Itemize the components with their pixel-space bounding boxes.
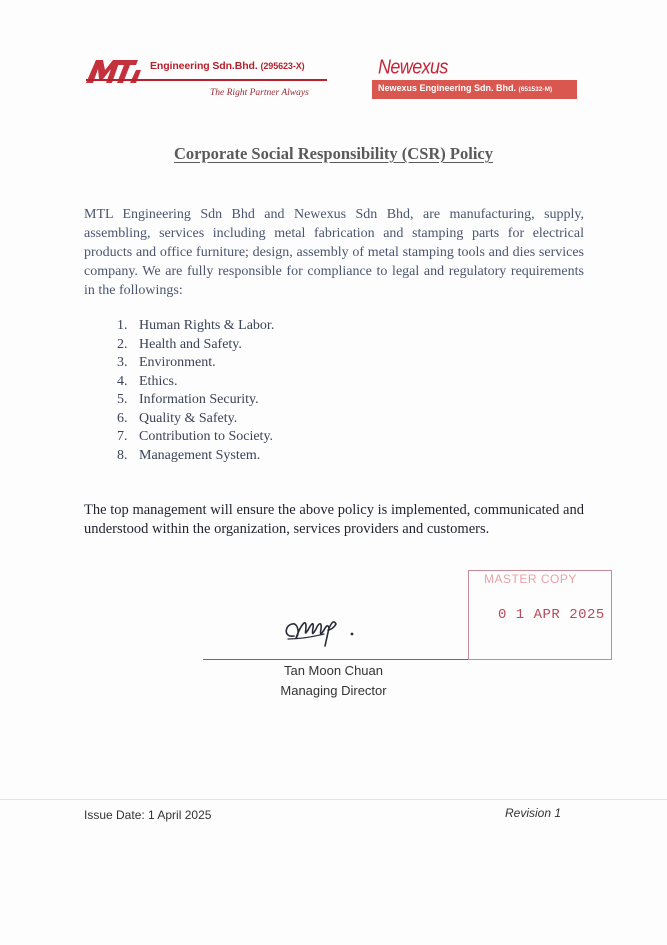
newexus-logo: Newexus xyxy=(378,55,448,78)
signature xyxy=(282,612,362,648)
list-item: 5. Information Security. xyxy=(117,392,259,407)
mtl-tagline: The Right Partner Always xyxy=(210,88,309,98)
list-item: 6. Quality & Safety. xyxy=(117,410,238,426)
mtl-company-name: Engineering Sdn.Bhd. (295623-X) xyxy=(150,60,305,72)
signer-title: Managing Director xyxy=(280,683,387,698)
closing-paragraph: The top management will ensure the above policy is implemented, communicated and understood within the organization, services providers and customers. xyxy=(84,502,584,537)
intro-paragraph: MTL Engineering Sdn Bhd and Newexus Sdn Bhd, are manufacturing, supply, assembling, services including metal fabrication and stamping parts for electrical products and office furniture; design, assembly of metal stamping tools and dies services company. We are fully responsible for compliance to legal and regulatory requirements in the followings: xyxy=(84,207,584,298)
list-item: 1. Human Rights & Labor. xyxy=(117,318,275,333)
revision-label: Revision 1 xyxy=(505,806,562,820)
stamp-label: MASTER COPY xyxy=(484,572,577,586)
list-item: 8. Management System. xyxy=(117,447,261,463)
list-item: 2. Health and Safety. xyxy=(117,336,242,352)
issue-date: Issue Date: 1 April 2025 xyxy=(84,808,212,822)
list-item: 7. Contribution to Society. xyxy=(117,429,274,444)
newexus-company-name: Newexus Engineering Sdn. Bhd. (651532-M) xyxy=(378,83,553,93)
signer-name: Tan Moon Chuan xyxy=(283,663,383,678)
mtl-logo xyxy=(86,56,148,86)
stamp-date: 0 1 APR 2025 xyxy=(498,607,605,623)
mtl-logo-underline xyxy=(86,79,327,81)
policy-list xyxy=(117,317,274,465)
signature-line xyxy=(203,659,468,660)
footer-divider xyxy=(0,799,667,800)
list-item: 3. Environment. xyxy=(117,355,216,370)
list-item: 4. Ethics. xyxy=(117,373,178,389)
page-title: Corporate Social Responsibility (CSR) Policy xyxy=(174,144,493,163)
